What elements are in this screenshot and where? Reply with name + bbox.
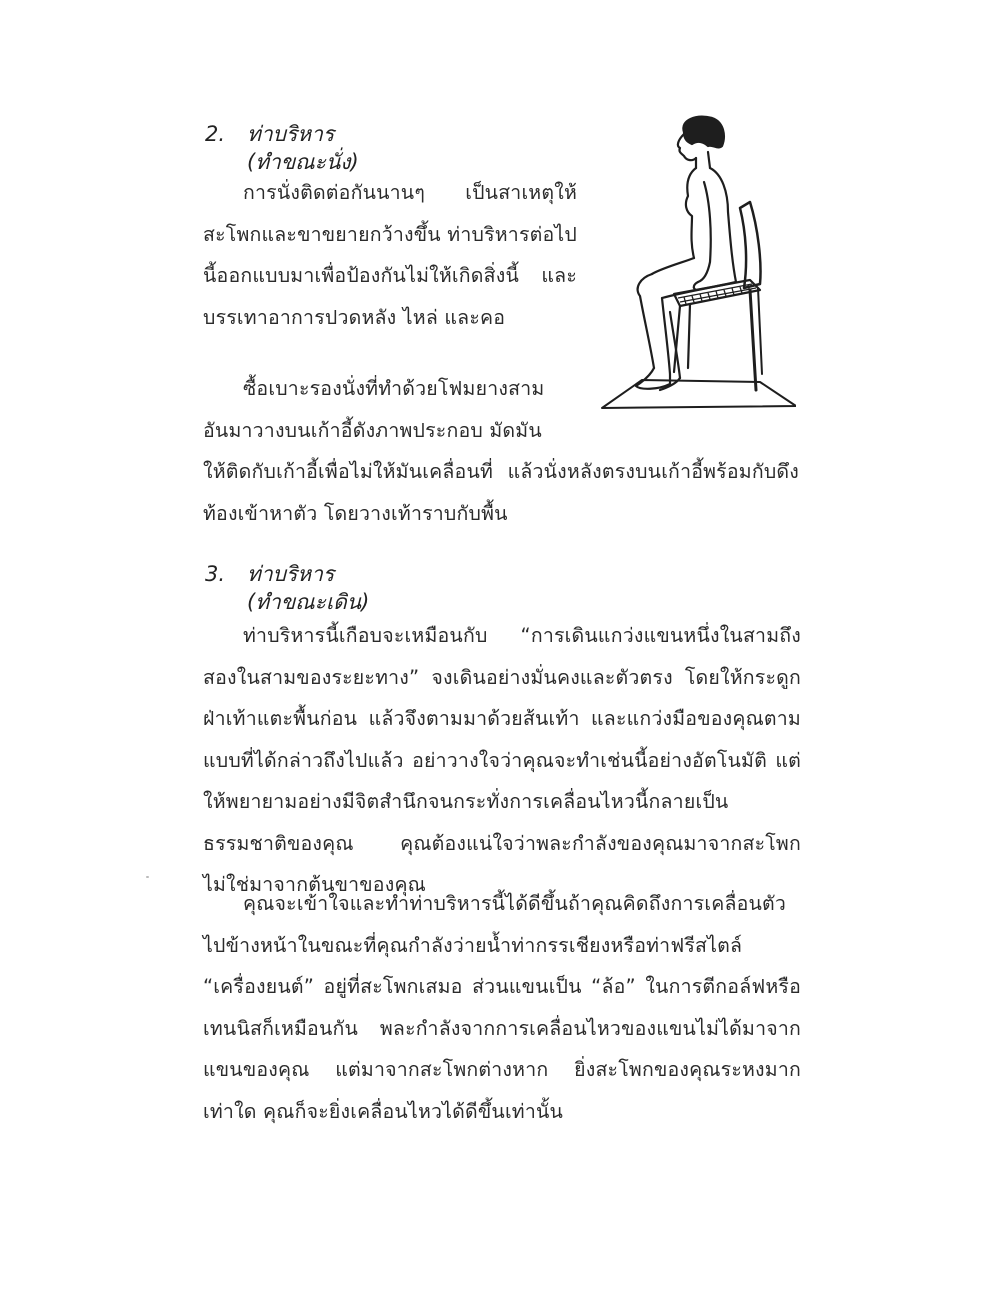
section-2-paragraph-2-line-1 [203, 368, 589, 410]
section-2-paragraph-2-line-2: อันมาวางบนเก้าอี้ดังภาพประกอบ มัดมัน [203, 418, 542, 442]
section-3-title: ท่าบริหาร [247, 562, 335, 586]
section-2-title: ท่าบริหาร [247, 122, 335, 146]
section-3-paragraph-1-text: ท่าบริหารนี้เกือบจะเหมือนกับ “การเดินแกว่งแขนหนึ่งในสามถึงสองในสามของระยะทาง” จงเดินอย่างมั่นคงและตัวตรง โดยให้กระดูกฝ่าเท้าแตะพื้นก่อน แล้วจึงตามมาด้วยส้นเท้า และแกว่งมือของคุณตามแบบที่ได้กล่าวถึงไปแล้ว อย่าวางใจว่าคุณจะทำเช่นนี้อย่างอัตโนมัติ แต่ให้พยายามอย่างมีจิตสำนึกจนกระทั่งการเคลื่อนไหวนี้กลายเป็นธรรมชาติของคุณ คุณต้องแน่ใจว่าพละกำลังของคุณมาจากสะโพก ไม่ใช่มาจากต้นขาของคุณ [203, 624, 801, 896]
seated-woman-icon [600, 112, 796, 414]
scan-speck [146, 876, 149, 878]
section-3-paragraph-2 [203, 883, 801, 1132]
section-2-paragraph-1 [203, 172, 577, 338]
section-2-number: 2. [205, 122, 226, 146]
section-3-subtitle: (ทำขณะเดิน) [247, 590, 370, 614]
section-2-paragraph-1-text: การนั่งติดต่อกันนานๆ เป็นสาเหตุให้สะโพกและขาขยายกว้างขึ้น ท่าบริหารต่อไปนี้ออกแบบมาเพื่อป้องกันไม่ให้เกิดสิ่งนี้ และบรรเทาอาการปวดหลัง ไหล่ และคอ [203, 181, 577, 329]
section-2-paragraph-2-line-1-text: ซื้อเบาะรองนั่งที่ทำด้วยโฟมยางสาม [243, 377, 545, 400]
section-3-paragraph-1 [203, 615, 801, 906]
section-2-paragraph-2-rest: ให้ติดกับเก้าอี้เพื่อไม่ให้มันเคลื่อนที่ แล้วนั่งหลังตรงบนเก้าอี้พร้อมกับดึงท้องเข้าหาตัว โดยวางเท้าราบกับพื้น [203, 460, 799, 525]
section-3-number: 3. [205, 562, 226, 586]
section-2-paragraph-2-lines [203, 368, 589, 451]
section-2-subtitle: (ทำขณะนั่ง) [247, 150, 359, 174]
section-3-paragraph-2-text: คุณจะเข้าใจและทำท่าบริหารนี้ได้ดีขึ้นถ้าคุณคิดถึงการเคลื่อนตัวไปข้างหน้าในขณะที่คุณกำลังว่ายน้ำท่ากรรเชียงหรือท่าฟรีสไตล์ “เครื่องยนต์” อยู่ที่สะโพกเสมอ ส่วนแขนเป็น “ล้อ” ในการตีกอล์ฟหรือเทนนิสก็เหมือนกัน พละกำลังจากการเคลื่อนไหวของแขนไม่ได้มาจากแขนของคุณ แต่มาจากสะโพกต่างหาก ยิ่งสะโพกของคุณระหงมากเท่าใด คุณก็จะยิ่งเคลื่อนไหวได้ดีขึ้นเท่านั้น [203, 892, 801, 1123]
